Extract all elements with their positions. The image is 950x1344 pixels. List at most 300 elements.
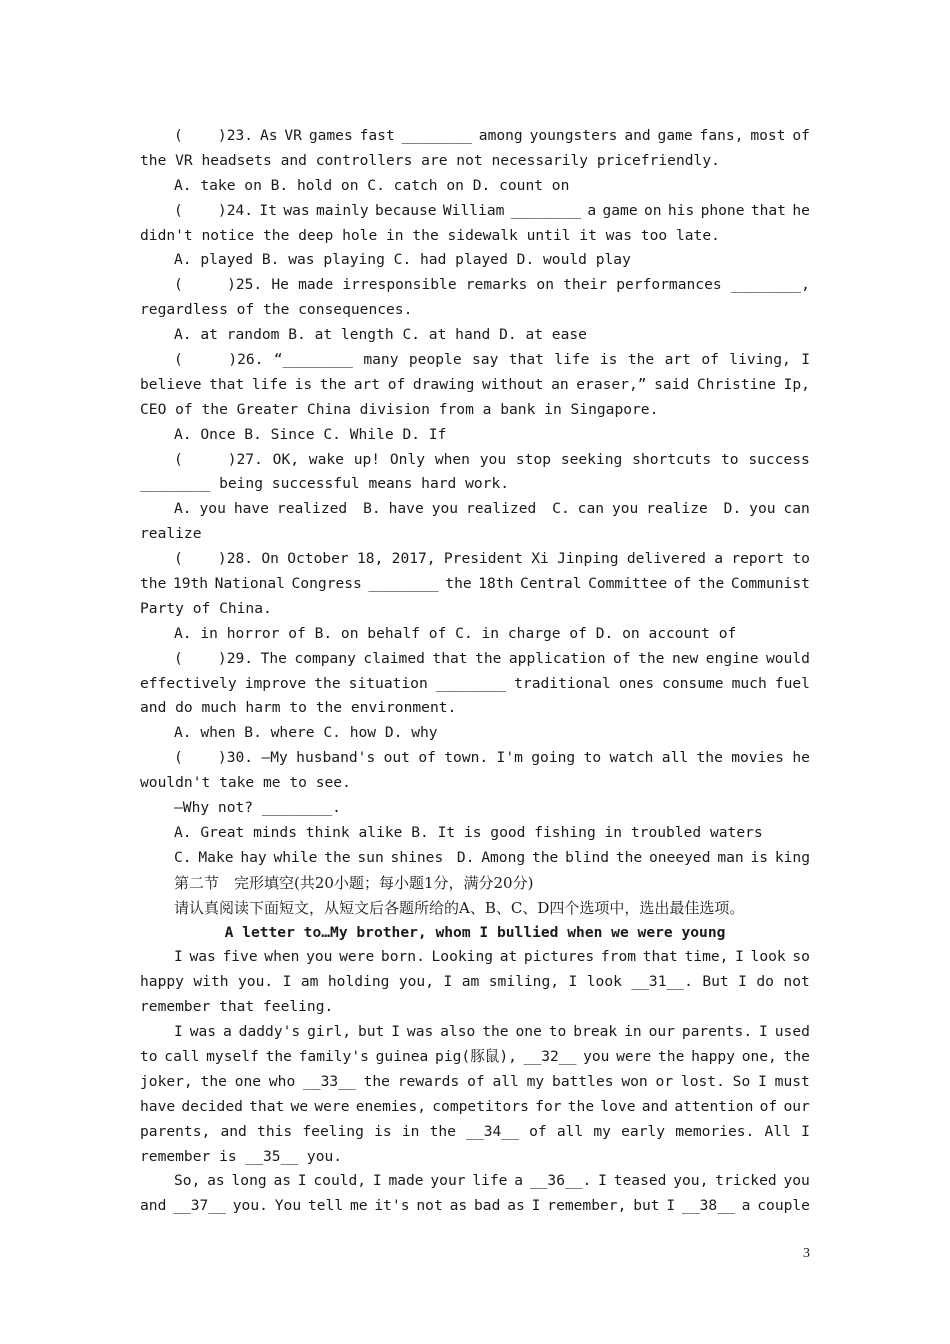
word: movies: [731, 749, 784, 767]
word: (: [174, 351, 218, 369]
text-line: regardless of the consequences.: [140, 301, 413, 319]
word: tricked: [715, 1172, 777, 1190]
text-line: [140, 448, 810, 473]
word: guinea: [375, 1047, 429, 1065]
word: (: [174, 276, 218, 294]
text-line: [140, 348, 810, 373]
word: President: [443, 550, 523, 568]
word: to: [548, 1023, 567, 1041]
text-line: wouldn't take me to see.: [140, 774, 351, 792]
word: D.: [723, 500, 742, 518]
word: or: [655, 1072, 674, 1090]
word: me: [349, 1197, 368, 1215]
word: I: [372, 1172, 382, 1190]
word: one: [515, 1023, 542, 1041]
word: the: [363, 1072, 390, 1090]
word: feeling: [302, 1122, 364, 1140]
word: your: [430, 1172, 466, 1190]
word: the: [475, 649, 502, 667]
word: performances: [616, 276, 722, 294]
word: you,: [398, 973, 435, 991]
text-line: [140, 1045, 810, 1070]
word: 请认真阅读下面短文，从短文后各题所给的A、B、C、D四个选项中，选出最佳选项。: [174, 898, 745, 917]
word: VR: [284, 127, 302, 144]
word: the: [696, 749, 723, 767]
text-line: [140, 273, 810, 298]
word: I: [759, 1023, 768, 1041]
word: a: [587, 201, 597, 219]
word: he: [792, 201, 810, 219]
text-line: [140, 746, 810, 771]
text-line: [140, 647, 810, 672]
word: Xi: [531, 550, 549, 568]
word: that: [750, 201, 786, 219]
word: the: [314, 674, 341, 692]
word: the: [783, 1047, 810, 1065]
word: consume: [662, 674, 724, 692]
word: a: [741, 1197, 751, 1215]
word: a: [514, 1172, 524, 1190]
word: among: [478, 127, 523, 144]
word: for: [535, 1097, 562, 1115]
word: ( )28.: [174, 550, 254, 568]
word: from: [600, 948, 637, 966]
word: “________: [273, 351, 353, 369]
word: Christine: [696, 375, 776, 393]
text-line: A letter to…My brother, whom I bullied when we were young: [224, 923, 726, 941]
word: of: [792, 127, 810, 144]
word: I: [443, 973, 453, 991]
word: happy: [691, 1047, 735, 1065]
word: most: [750, 127, 786, 144]
word: living,: [729, 351, 791, 369]
word: the: [615, 848, 643, 866]
text-line: and do much harm to the environment.: [140, 699, 457, 717]
word: games: [308, 127, 353, 144]
word: of: [701, 351, 719, 369]
word: born.: [380, 948, 425, 966]
word: the: [445, 575, 472, 593]
text-line: [140, 970, 810, 995]
word: effectively: [140, 674, 237, 692]
word: you,: [673, 1172, 709, 1190]
word: was: [189, 948, 216, 966]
word: of: [467, 1072, 485, 1090]
text-line: A. Once B. Since C. While D. If: [174, 425, 447, 443]
word: out: [383, 749, 410, 767]
word: husband's: [296, 749, 376, 767]
text-line: [140, 1070, 810, 1095]
word: were: [339, 948, 375, 966]
word: the: [265, 1047, 292, 1065]
word: stop: [515, 450, 552, 468]
word: and: [624, 127, 651, 144]
word: phone: [700, 201, 745, 219]
word: OK,: [272, 450, 300, 468]
word: I: [735, 948, 744, 966]
word: the: [567, 1097, 595, 1115]
word: William: [442, 201, 505, 219]
word: at: [499, 948, 518, 966]
word: ________: [435, 674, 507, 692]
text-line: [140, 1169, 810, 1194]
word: were: [314, 1097, 350, 1115]
text-line: [140, 124, 810, 149]
word: look: [586, 973, 622, 991]
word: On: [261, 550, 279, 568]
word: 18th: [478, 575, 514, 593]
text-line: [140, 199, 810, 224]
word: life: [472, 1172, 508, 1190]
word: Make: [198, 848, 234, 866]
word: this: [257, 1122, 293, 1140]
word: one,: [741, 1047, 777, 1065]
word: report: [731, 550, 785, 568]
word: daddy's: [238, 1023, 301, 1041]
word: but: [633, 1197, 660, 1215]
word: am: [300, 973, 319, 991]
word: say: [472, 351, 499, 369]
word: __36__.: [529, 1172, 592, 1190]
word: I: [531, 1197, 541, 1215]
word: remarks: [465, 276, 528, 294]
word: with: [193, 973, 229, 991]
word: of: [529, 1122, 547, 1140]
word: C.: [174, 848, 192, 866]
word: made: [298, 276, 334, 294]
text-line: [140, 1020, 810, 1045]
word: )27.: [227, 450, 263, 468]
word: to: [140, 1047, 158, 1065]
text-line: A. in horror of B. on behalf of C. in charge of D. on account of: [174, 624, 737, 642]
word: lost.: [680, 1072, 725, 1090]
word: not: [783, 973, 810, 991]
word: I: [666, 1197, 676, 1215]
word: Central: [519, 575, 582, 593]
word: parents.: [681, 1023, 753, 1041]
word: pig(豚鼠),: [435, 1047, 517, 1065]
word: the: [200, 1072, 227, 1090]
word: I: [391, 1023, 400, 1041]
text-line: [140, 497, 810, 522]
word: our: [648, 1023, 675, 1041]
text-line: [140, 572, 810, 597]
word: couple: [757, 1197, 810, 1215]
word: eraser,”: [576, 375, 647, 393]
word: bad: [474, 1197, 501, 1215]
word: 第二节 完形填空(共20小题；每小题1分，满分20分): [174, 873, 534, 892]
word: was: [189, 1023, 217, 1041]
word: C.: [552, 500, 570, 518]
word: is: [294, 375, 313, 393]
word: hay: [240, 848, 267, 866]
word: would: [765, 649, 810, 667]
word: when: [264, 948, 300, 966]
word: ________,: [730, 276, 810, 294]
text-line: remember that feeling.: [140, 998, 334, 1016]
word: I: [282, 973, 292, 991]
word: when: [434, 450, 470, 468]
word: ( )23.: [174, 127, 254, 144]
word: enemies,: [355, 1097, 427, 1115]
word: a: [714, 550, 724, 568]
word: the: [697, 575, 725, 593]
text-line: A. take on B. hold on C. catch on D. count on: [174, 176, 570, 194]
word: I'm: [496, 749, 523, 767]
word: realized: [465, 500, 537, 518]
word: blind: [565, 848, 610, 866]
word: I: [568, 973, 578, 991]
word: said: [654, 375, 690, 393]
word: you: [583, 1047, 610, 1065]
word: fuel: [774, 674, 810, 692]
document-body: [140, 124, 810, 1219]
word: going: [531, 749, 576, 767]
word: the: [482, 1023, 509, 1041]
word: call: [164, 1047, 200, 1065]
word: you: [783, 1172, 810, 1190]
word: I: [174, 948, 183, 966]
word: to: [583, 749, 602, 767]
word: But: [702, 973, 729, 991]
text-line: [140, 846, 810, 871]
word: smiling,: [488, 973, 560, 991]
word: my: [526, 1072, 545, 1090]
word: have: [140, 1097, 176, 1115]
word: myself: [206, 1047, 259, 1065]
word: October: [287, 550, 349, 568]
word: without: [481, 375, 544, 393]
word: Among: [481, 848, 526, 866]
word: on: [643, 201, 662, 219]
word: parents,: [140, 1122, 211, 1140]
word: battles: [552, 1072, 614, 1090]
word: B.: [363, 500, 381, 518]
word: pictures: [523, 948, 595, 966]
word: he: [792, 749, 810, 767]
word: love: [600, 1097, 636, 1115]
word: success: [748, 450, 810, 468]
word: He: [271, 276, 289, 294]
word: new: [671, 649, 699, 667]
word: competitors: [432, 1097, 529, 1115]
word: time,: [684, 948, 729, 966]
word: man: [717, 848, 744, 866]
word: while: [273, 848, 318, 866]
word: have: [388, 500, 424, 518]
word: delivered: [626, 550, 706, 568]
word: break: [573, 1023, 618, 1041]
word: of: [673, 575, 692, 593]
word: the: [658, 1047, 685, 1065]
word: ( )29.: [174, 649, 254, 667]
word: of: [759, 1097, 778, 1115]
word: was: [283, 201, 310, 219]
word: much: [731, 674, 767, 692]
word: Jinping: [557, 550, 619, 568]
word: so: [792, 948, 810, 966]
word: )26.: [228, 351, 264, 369]
word: the: [324, 848, 351, 866]
word: __37__: [173, 1197, 226, 1215]
word: of: [387, 375, 406, 393]
word: up!: [353, 450, 381, 468]
page-number: 3: [803, 1246, 810, 1261]
text-line: [140, 871, 810, 896]
word: could,: [313, 1172, 367, 1190]
text-line: [140, 1095, 810, 1120]
word: a: [222, 1023, 232, 1041]
word: also: [440, 1023, 476, 1041]
word: game: [657, 127, 693, 144]
word: and: [140, 1197, 167, 1215]
word: It: [259, 201, 277, 219]
text-line: A. at random B. at length C. at hand D. at ease: [174, 326, 587, 344]
word: we: [290, 1097, 309, 1115]
word: you: [199, 500, 226, 518]
text-line: realize: [140, 525, 202, 543]
word: won: [621, 1072, 648, 1090]
word: wake: [308, 450, 344, 468]
word: I: [801, 351, 810, 369]
word: am: [461, 973, 480, 991]
word: attention: [674, 1097, 754, 1115]
word: art: [664, 351, 691, 369]
word: —My: [261, 749, 288, 767]
word: Committee: [588, 575, 668, 593]
word: art: [353, 375, 381, 393]
word: can: [783, 500, 810, 518]
word: game: [602, 201, 638, 219]
word: Looking: [431, 948, 494, 966]
word: 2017,: [391, 550, 436, 568]
word: I: [758, 1072, 767, 1090]
word: as: [449, 1197, 468, 1215]
word: all: [556, 1122, 584, 1140]
word: D.: [456, 848, 475, 866]
word: to: [720, 450, 739, 468]
word: his: [667, 201, 695, 219]
word: seeking: [560, 450, 623, 468]
word: as: [507, 1197, 525, 1215]
word: do: [756, 973, 774, 991]
word: is: [599, 351, 618, 369]
word: made: [388, 1172, 424, 1190]
word: their: [563, 276, 608, 294]
text-line: [140, 547, 810, 572]
word: that: [432, 649, 468, 667]
word: __31__.: [631, 973, 693, 991]
word: and: [641, 1097, 669, 1115]
word: situation: [348, 674, 428, 692]
word: of: [418, 749, 436, 767]
word: must: [774, 1072, 810, 1090]
word: an: [551, 375, 569, 393]
word: all: [492, 1072, 519, 1090]
word: that: [642, 948, 678, 966]
word: I: [297, 1172, 307, 1190]
word: you.: [238, 973, 274, 991]
word: youngsters: [529, 127, 618, 144]
word: I: [174, 1023, 183, 1041]
word: you.: [232, 1197, 268, 1215]
word: application: [508, 649, 606, 667]
word: early: [621, 1122, 666, 1140]
word: many: [363, 351, 399, 369]
word: that: [508, 351, 544, 369]
word: You: [274, 1197, 302, 1215]
word: you: [431, 500, 459, 518]
word: decided: [181, 1097, 243, 1115]
word: Congress: [291, 575, 362, 593]
word: is: [374, 1122, 392, 1140]
word: engine: [705, 649, 759, 667]
word: Only: [389, 450, 426, 468]
word: __34__: [466, 1122, 519, 1140]
word: 18,: [357, 550, 384, 568]
word: (: [174, 450, 218, 468]
word: remember,: [547, 1197, 627, 1215]
word: All: [764, 1122, 791, 1140]
word: I: [801, 1122, 810, 1140]
text-line: A. when B. where C. how D. why: [174, 724, 438, 742]
word: ________: [510, 201, 582, 219]
word: the: [638, 649, 665, 667]
word: believe: [140, 375, 202, 393]
word: on: [536, 276, 554, 294]
word: Ip,: [783, 375, 810, 393]
word: __32__: [523, 1047, 577, 1065]
word: can: [577, 500, 605, 518]
word: not: [416, 1197, 443, 1215]
word: that: [249, 1097, 285, 1115]
word: joker,: [140, 1072, 193, 1090]
word: five: [222, 948, 258, 966]
word: I: [738, 973, 747, 991]
word: tell: [307, 1197, 344, 1215]
word: sun: [357, 848, 384, 866]
word: but: [357, 1023, 385, 1041]
word: look: [750, 948, 786, 966]
word: memories.: [675, 1122, 755, 1140]
word: as: [273, 1172, 292, 1190]
text-line: remember is __35__ you.: [140, 1147, 343, 1165]
word: family's: [298, 1047, 369, 1065]
word: because: [375, 201, 437, 219]
text-line: ________ being successful means hard work.: [140, 475, 510, 493]
text-line: [140, 672, 810, 697]
word: king: [774, 848, 810, 866]
word: rewards: [397, 1072, 460, 1090]
word: ________: [368, 575, 439, 593]
word: claimed: [363, 649, 425, 667]
word: irresponsible: [342, 276, 457, 294]
word: it's: [374, 1197, 410, 1215]
word: the: [627, 351, 655, 369]
text-line: [140, 945, 810, 970]
word: holding: [327, 973, 390, 991]
word: teased: [613, 1172, 667, 1190]
text-line: —Why not? ________.: [174, 799, 341, 817]
text-line: didn't notice the deep hole in the sidewalk until it was too late.: [140, 226, 720, 244]
word: )25.: [227, 276, 263, 294]
word: town.: [444, 749, 489, 767]
word: fast: [359, 127, 395, 144]
word: I: [598, 1172, 607, 1190]
word: one: [234, 1072, 262, 1090]
word: Communist: [730, 575, 810, 593]
word: all: [661, 749, 689, 767]
